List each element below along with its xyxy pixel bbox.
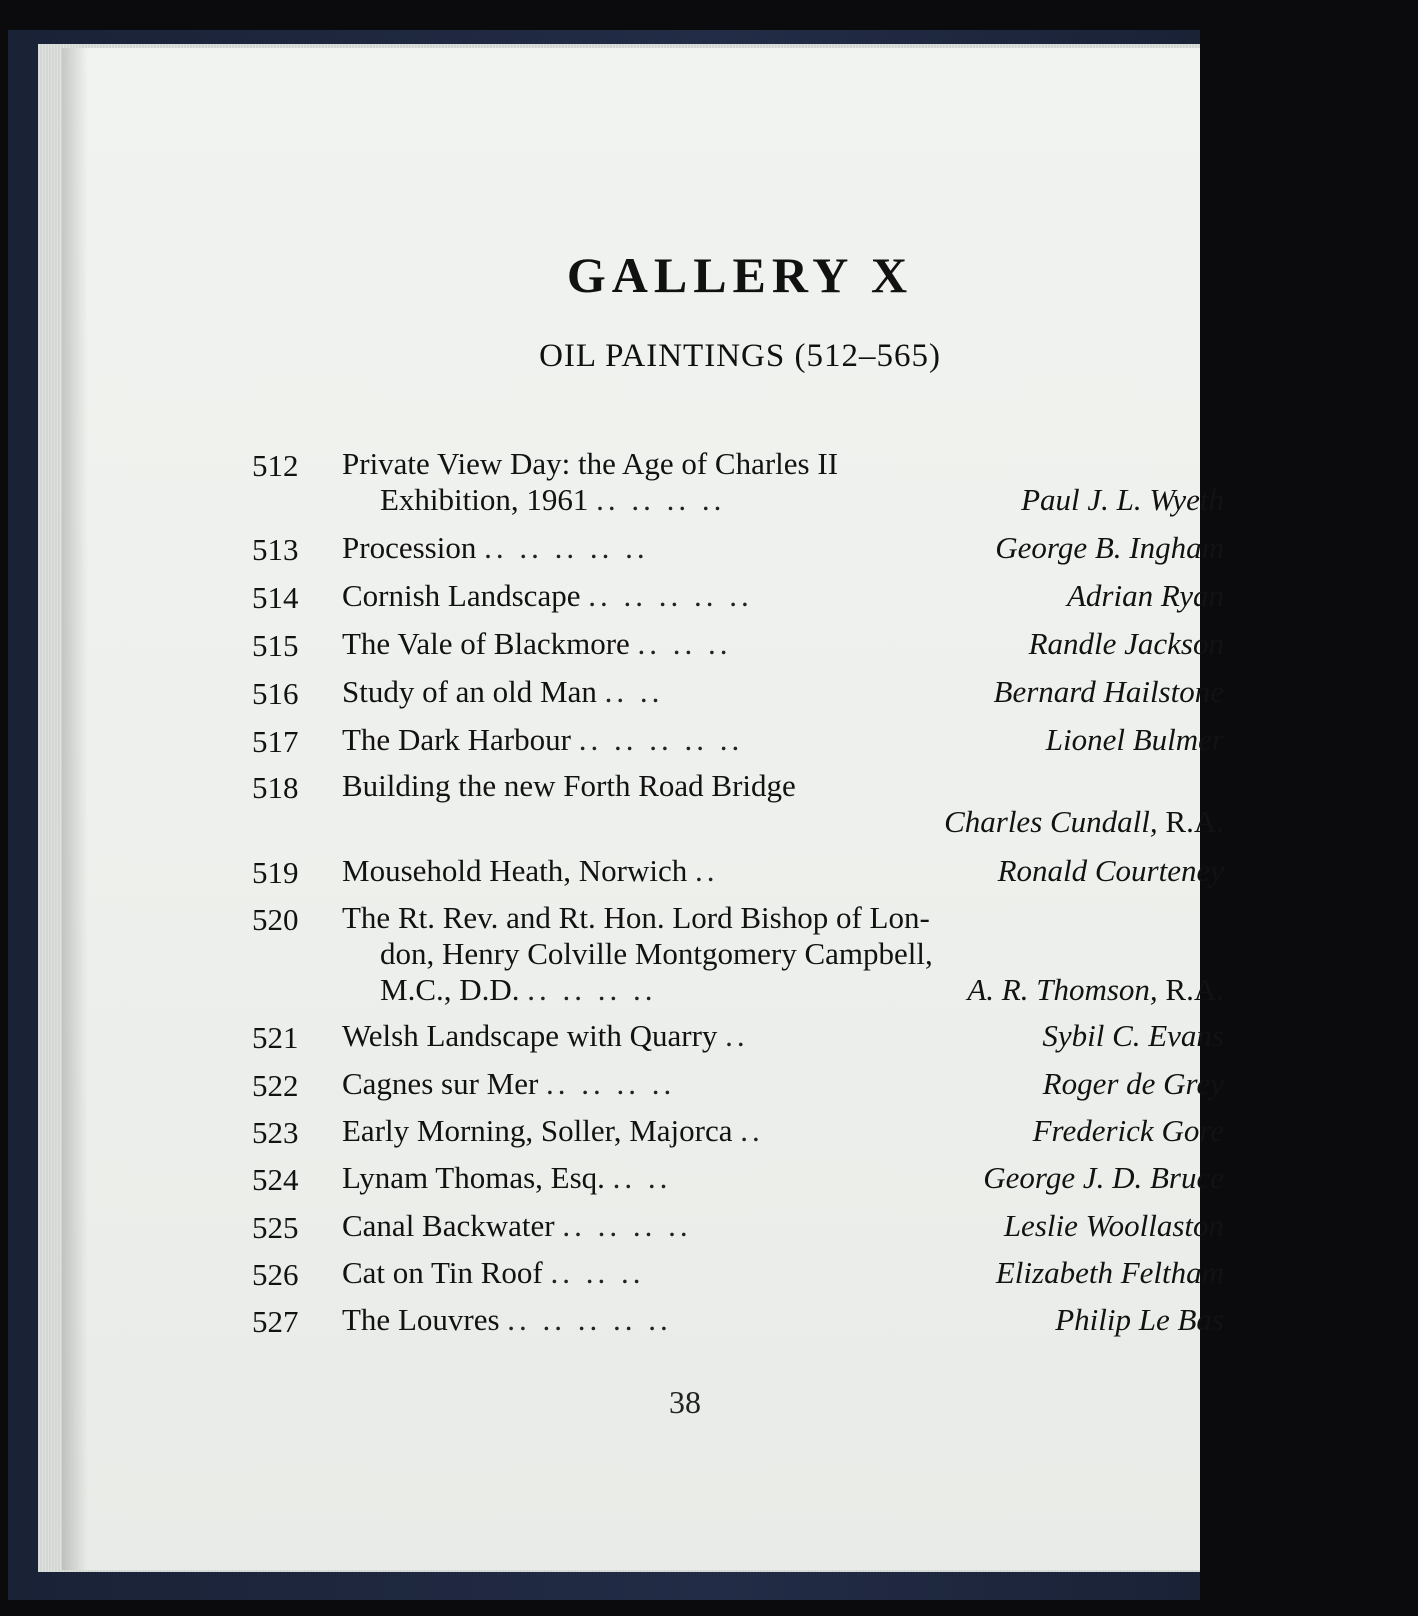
entry-number: 525 <box>252 1210 299 1245</box>
entry-number: 519 <box>252 855 299 890</box>
entry-artist: Roger de Grey <box>1042 1066 1224 1101</box>
dot-leader: .. .. .. .. .. <box>507 1302 672 1337</box>
entry-title: The Louvres <box>342 1302 500 1337</box>
dot-leader: .. <box>695 853 719 888</box>
entry-title: Procession <box>342 530 477 565</box>
entry-title: Mousehold Heath, Norwich <box>342 853 688 888</box>
artist-honour: R.A. <box>1157 804 1224 839</box>
entry-title: Cat on Tin Roof <box>342 1255 543 1290</box>
entry-title: Canal Backwater <box>342 1208 555 1243</box>
entry-title: don, Henry Colville Montgomery Campbell, <box>380 936 933 971</box>
dot-leader: .. .. .. .. .. <box>484 530 649 565</box>
entry-artist: Ronald Courteney <box>997 853 1224 888</box>
entry-number: 522 <box>252 1068 299 1103</box>
entry-number: 526 <box>252 1257 299 1292</box>
entry-number: 514 <box>252 580 299 615</box>
entry-artist: Adrian Ryan <box>1067 578 1224 613</box>
dot-leader: .. .. .. .. <box>596 482 726 517</box>
entry-artist: George J. D. Bruce <box>983 1160 1224 1195</box>
gallery-title: GALLERY X <box>566 247 914 303</box>
dot-leader: .. .. .. <box>637 626 732 661</box>
gutter-shadow <box>62 48 88 1570</box>
artist-honour: R.A. <box>1157 972 1224 1007</box>
entry-title: Welsh Landscape with Quarry <box>342 1018 718 1053</box>
entry-number: 513 <box>252 532 299 567</box>
entry-artist: Frederick Gore <box>1032 1113 1224 1148</box>
dot-leader: .. <box>740 1113 764 1148</box>
dot-leader: .. .. <box>604 674 664 709</box>
entry-artist: George B. Ingham <box>995 530 1224 565</box>
entry-artist: Randle Jackson <box>1028 626 1224 661</box>
entry-title: Lynam Thomas, Esq. <box>342 1160 605 1195</box>
entry-title: Early Morning, Soller, Majorca <box>342 1113 733 1148</box>
entry-artist: Paul J. L. Wyeth <box>1021 482 1224 517</box>
dot-leader: .. .. .. .. <box>527 972 657 1007</box>
page-number: 38 <box>669 1384 701 1420</box>
entry-artist: Leslie Woollaston <box>1003 1208 1224 1243</box>
entry-artist: Philip Le Bas <box>1055 1302 1224 1337</box>
entry-number: 520 <box>252 902 299 937</box>
entry-number: 517 <box>252 724 299 759</box>
entry-title: Cagnes sur Mer <box>342 1066 539 1101</box>
entry-number: 521 <box>252 1020 299 1055</box>
entry-number: 518 <box>252 770 299 805</box>
entry-title: The Dark Harbour <box>342 722 571 757</box>
entry-title: The Rt. Rev. and Rt. Hon. Lord Bishop of Lon- <box>342 900 930 935</box>
entry-artist: Sybil C. Evans <box>1042 1018 1224 1053</box>
entry-number: 516 <box>252 676 299 711</box>
entry-title: The Vale of Blackmore <box>342 626 630 661</box>
entry-number: 527 <box>252 1304 299 1339</box>
dot-leader: .. .. .. .. <box>562 1208 692 1243</box>
entry-number: 515 <box>252 628 299 663</box>
entry-number: 523 <box>252 1115 299 1150</box>
entry-number: 524 <box>252 1162 299 1197</box>
entry-artist: Elizabeth Feltham <box>995 1255 1224 1290</box>
entry-title: Study of an old Man <box>342 674 597 709</box>
book-page <box>62 48 1224 1570</box>
entry-number: 512 <box>252 448 299 483</box>
dot-leader: .. .. .. .. <box>546 1066 676 1101</box>
dot-leader: .. <box>725 1018 749 1053</box>
dot-leader: .. .. .. .. .. <box>578 722 744 757</box>
entry-title: Private View Day: the Age of Charles II <box>342 446 839 481</box>
section-subtitle: OIL PAINTINGS (512–565) <box>539 338 941 374</box>
entry-artist: A. R. Thomson, <box>967 972 1158 1007</box>
entry-artist: Bernard Hailstone <box>993 674 1224 709</box>
entry-title: Cornish Landscape <box>342 578 581 613</box>
entry-title: Building the new Forth Road Bridge <box>342 768 796 803</box>
dot-leader: .. .. <box>612 1160 672 1195</box>
dot-leader: .. .. .. .. .. <box>588 578 753 613</box>
entry-title: Exhibition, 1961 <box>380 482 589 517</box>
dot-leader: .. .. .. <box>550 1255 645 1290</box>
entry-artist: Charles Cundall, <box>944 804 1158 839</box>
entry-title: M.C., D.D. <box>380 972 520 1007</box>
entry-artist: Lionel Bulmer <box>1045 722 1224 757</box>
